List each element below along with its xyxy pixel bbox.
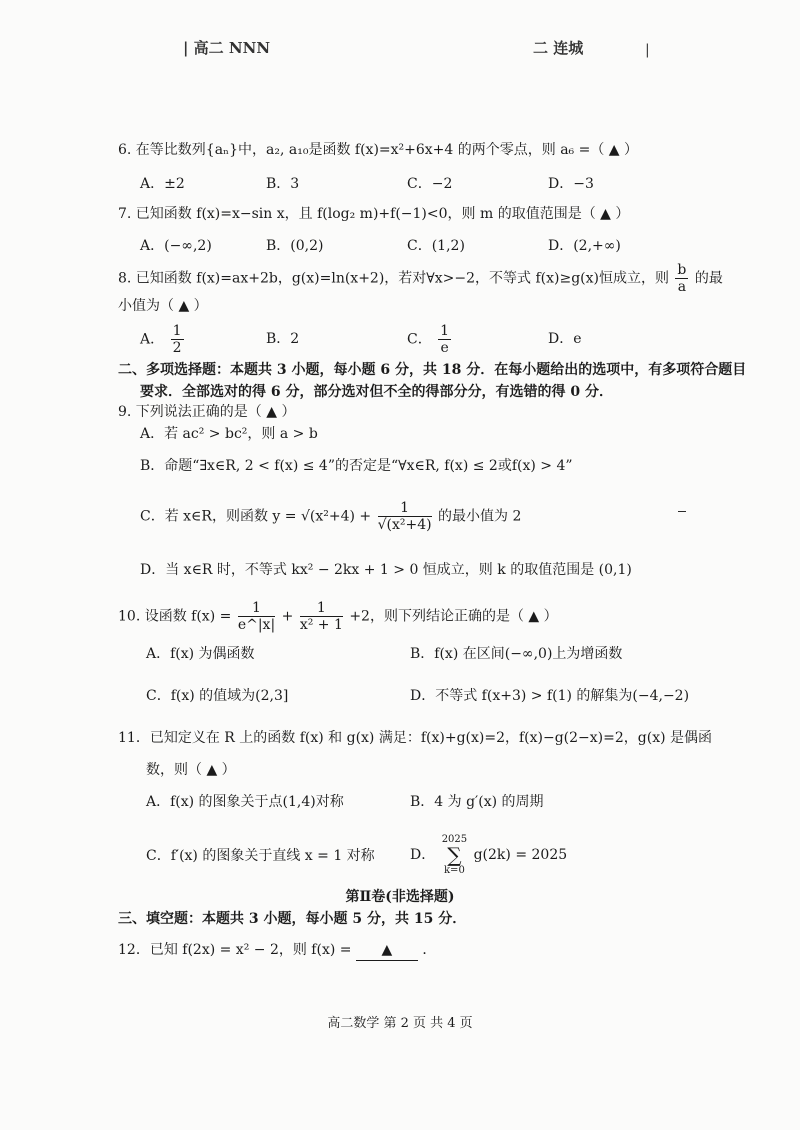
q7-option-d: D．(2,+∞)	[548, 238, 621, 254]
q8-stem-part-a: 8. 已知函数 f(x)=ax+2b，g(x)=ln(x+2)，若对∀x>−2，不等式 f(x)≥g(x)恒成立，则	[118, 270, 669, 287]
q10-fraction-1	[238, 600, 275, 633]
q11-d-sum-bottom: k=0	[444, 865, 465, 876]
q7-option-a: A．(−∞,2)	[140, 238, 212, 254]
q12-stem-post: ．	[422, 942, 437, 958]
q10-stem-post: +2，则下列结论正确的是（ ▲ ）	[349, 608, 558, 625]
q6-option-c: C．−2	[407, 176, 453, 192]
header-left-fragment: | 高二 NNN	[183, 39, 271, 57]
q10-fraction-2	[300, 600, 343, 633]
q9-option-d: D．当 x∈R 时，不等式 kx² − 2kx + 1 > 0 恒成立，则 k 的取值范围是 (0,1)	[140, 562, 632, 578]
scan-artifact-mark	[678, 511, 686, 512]
question-8-stem	[118, 262, 723, 295]
q10-option-c: C．f(x) 的值域为(2,3]	[146, 688, 289, 704]
q10-option-d: D．不等式 f(x+3) > f(1) 的解集为(−4,−2)	[410, 688, 690, 704]
q8-option-c-fraction	[438, 323, 451, 356]
q11-option-c: C．f′(x) 的图象关于直线 x = 1 对称	[146, 848, 375, 864]
q9-c-bottom: √(x²+4)	[377, 517, 432, 533]
section-2-heading: 二、多项选择题：本题共 3 小题，每小题 6 分，共 18 分．在每小题给出的选项中，有多项符合题目	[118, 362, 747, 378]
q8-frac-top: b	[677, 262, 687, 278]
q9-option-c	[140, 500, 521, 533]
q8-frac-bottom: a	[677, 279, 687, 295]
q6-option-a: A．±2	[140, 176, 185, 192]
q9-c-top: 1	[378, 500, 432, 517]
q11-d-sum-sym: ∑	[447, 843, 462, 867]
q9-c-fraction	[378, 500, 432, 533]
q7-option-b: B．(0,2)	[266, 238, 324, 254]
q8-fraction-b-over-a	[675, 262, 688, 295]
question-8-stem-cont: 小值为（ ▲ ）	[118, 298, 208, 314]
q10-stem-pre: 10. 设函数 f(x) =	[118, 608, 232, 625]
part-2-title: 第Ⅱ卷(非选择题)	[345, 889, 455, 905]
q10-option-b: B．f(x) 在区间(−∞,0)上为增函数	[410, 646, 623, 662]
q9-option-b: B．命题“∃x∈R, 2 < f(x) ≤ 4”的否定是“∀x∈R, f(x) ≤ 2或f(x) > 4”	[140, 458, 573, 474]
q11-d-sum-top: 2025	[441, 834, 468, 845]
q8-stem-part-b: 的最	[694, 270, 723, 287]
q11-option-a: A．f(x) 的图象关于点(1,4)对称	[146, 794, 344, 810]
q8-c-top: 1	[440, 323, 450, 339]
q8-option-c	[407, 323, 453, 356]
q8-option-c-label: C．	[407, 331, 432, 348]
q10-option-a: A．f(x) 为偶函数	[146, 646, 255, 662]
question-11-stem-cont: 数，则（ ▲ ）	[146, 762, 236, 778]
q11-option-d	[410, 834, 567, 876]
section-3-heading: 三、填空题：本题共 3 小题，每小题 5 分，共 15 分．	[118, 911, 467, 927]
q11-d-post: g(2k) = 2025	[473, 847, 568, 863]
q7-option-c: C．(1,2)	[407, 238, 465, 254]
q8-option-a	[140, 323, 186, 356]
q8-option-b: B．2	[266, 331, 300, 347]
section-2-heading-cont: 要求．全部选对的得 6 分，部分选对但不全的得部分分，有选错的得 0 分．	[140, 384, 613, 400]
q10-f1-bottom: e^|x|	[237, 617, 276, 633]
question-10-stem	[118, 600, 558, 633]
q10-f1-top: 1	[238, 600, 275, 617]
q10-f2-top: 1	[300, 600, 343, 617]
header-right-fragment: 二 连城	[533, 39, 584, 57]
q12-answer-blank: ▲	[356, 940, 418, 961]
q6-option-d: D．−3	[548, 176, 594, 192]
page-footer: 高二数学 第 2 页 共 4 页	[327, 1016, 473, 1031]
q11-option-b: B．4 为 g′(x) 的周期	[410, 794, 544, 810]
header-edge-mark: |	[645, 42, 650, 58]
question-6-stem: 6. 在等比数列{aₙ}中，a₂, a₁₀是函数 f(x)=x²+6x+4 的两个零点，则 a₆ =（ ▲ ）	[118, 142, 639, 158]
question-7-stem: 7. 已知函数 f(x)=x−sin x，且 f(log₂ m)+f(−1)<0，则 m 的取值范围是（ ▲ ）	[118, 206, 630, 222]
q8-option-a-fraction	[171, 323, 184, 356]
q10-f2-bottom: x² + 1	[299, 617, 343, 633]
q8-option-a-label: A．	[140, 331, 165, 348]
q8-option-d: D．e	[548, 331, 582, 347]
q11-d-summation	[442, 834, 467, 876]
question-9-stem: 9. 下列说法正确的是（ ▲ ）	[118, 404, 296, 420]
q9-c-post: 的最小值为 2	[438, 508, 522, 525]
q8-a-top: 1	[172, 323, 182, 339]
q9-c-pre: C．若 x∈R，则函数 y = √(x²+4) +	[140, 508, 372, 525]
q9-option-a: A．若 ac² > bc²，则 a > b	[140, 426, 318, 442]
question-11-stem: 11．已知定义在 R 上的函数 f(x) 和 g(x) 满足：f(x)+g(x)=2，f(x)−g(2−x)=2，g(x) 是偶函	[118, 730, 713, 746]
q12-stem-pre: 12．已知 f(2x) = x² − 2，则 f(x) =	[118, 942, 352, 958]
q8-a-bottom: 2	[172, 340, 182, 356]
q10-plus: +	[281, 608, 294, 625]
q11-d-label: D．	[410, 847, 436, 863]
q8-c-bottom: e	[440, 340, 449, 356]
q6-option-b: B．3	[266, 176, 300, 192]
question-12-stem	[118, 940, 436, 961]
